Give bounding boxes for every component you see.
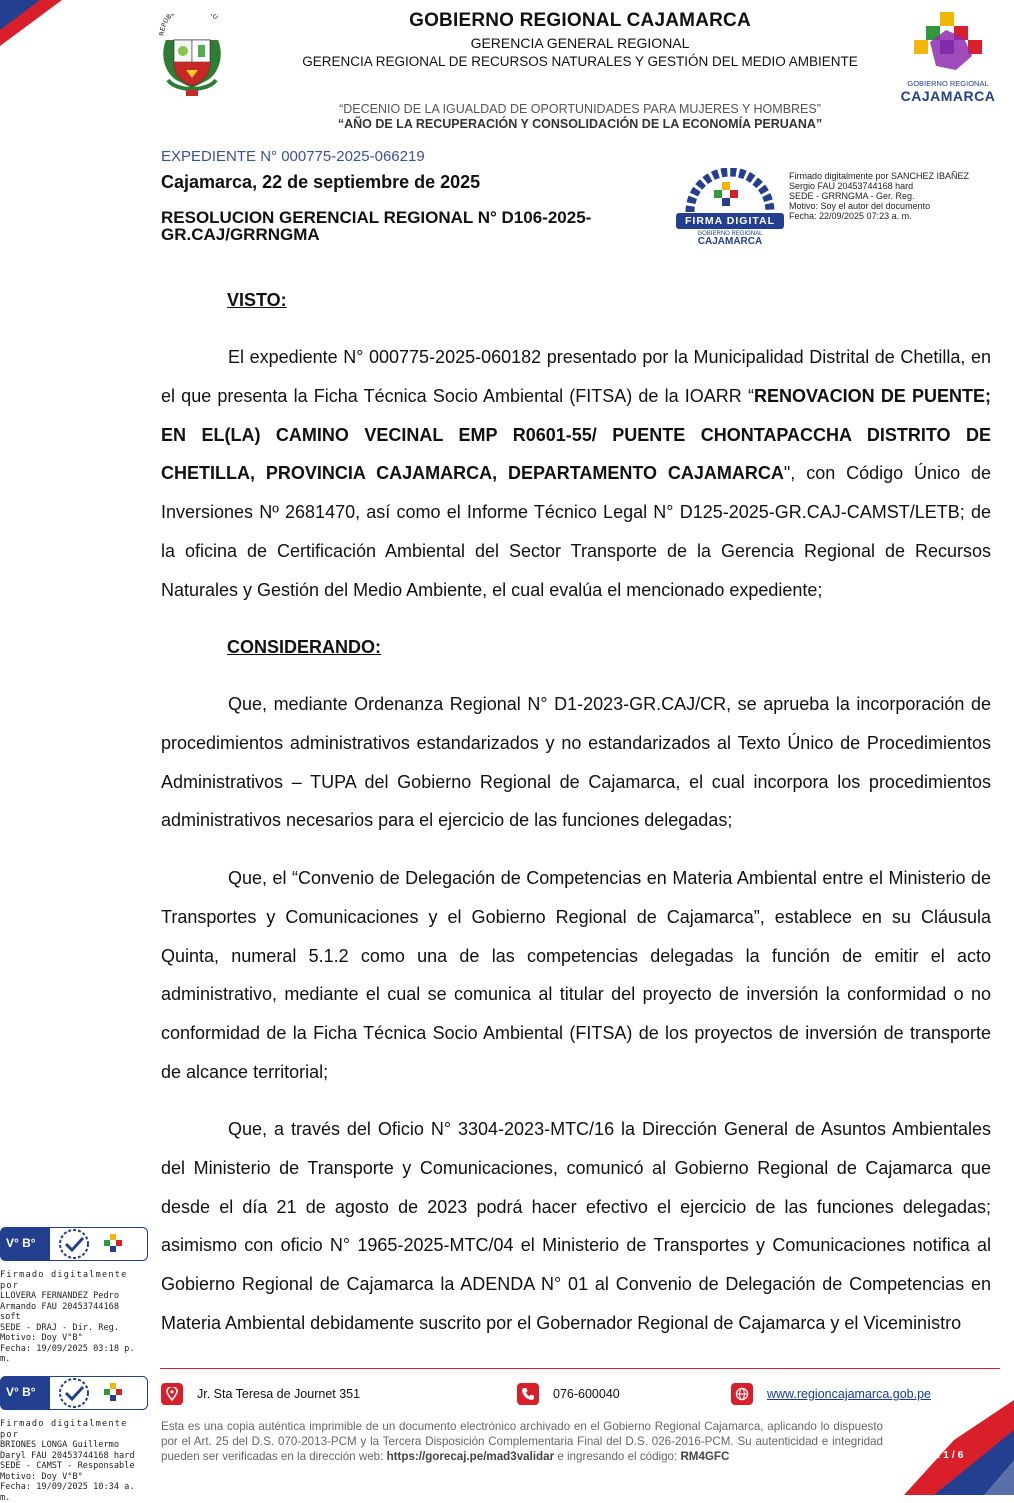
- note-text-b: e ingresando el código:: [554, 1449, 681, 1463]
- svg-text:REPÚBLICA DEL PERÚ: [158, 14, 220, 36]
- page-number: Pág. 1 / 6: [918, 1449, 964, 1461]
- firma-line: Firmado digitalmente por SANCHEZ IBAÑEZ: [789, 171, 970, 181]
- visto-paragraph: [161, 338, 991, 610]
- logo-caption-big: CAJAMARCA: [900, 88, 996, 104]
- firma-badge-big: CAJAMARCA: [697, 236, 763, 247]
- institution-subtitle-2: GERENCIA REGIONAL DE RECURSOS NATURALES Y GESTIÓN DEL MEDIO AMBIENTE: [302, 54, 858, 69]
- footer-web-link[interactable]: www.regioncajamarca.gob.pe: [767, 1387, 931, 1401]
- decenio-text: “DECENIO DE LA IGUALDAD DE OPORTUNIDADES PARA MUJERES Y HOMBRES”: [339, 102, 821, 116]
- firma-digital-badge: [676, 168, 784, 247]
- firma-digital-text: [789, 171, 969, 221]
- considerando-paragraph-1: Que, mediante Ordenanza Regional N° D1-2023-GR.CAJ/CR, se aprueba la incorporación de procedimientos administrativos estandarizados y no estandarizados al Texto Único de Procedimientos Administrativos – TUPA del Gobierno Regional de Cajamarca, el cual incorpora los procedimientos administrativos necesarios para el ejercicio de las funciones delegadas;: [161, 694, 991, 831]
- peru-coat-of-arms: [156, 14, 228, 100]
- considerando-heading: CONSIDERANDO:: [227, 637, 382, 657]
- vb-badge-label: V° B°: [6, 1385, 36, 1399]
- vb-line: LLOVERA FERNANDEZ Pedro: [0, 1291, 119, 1301]
- considerando-paragraph-2: Que, el “Convenio de Delegación de Competencias en Materia Ambiental entre el Ministerio de Transportes y Comunicaciones y el Gobierno Regional de Cajamarca”, establece en su Cláusula Quinta, numeral 5.1.2 como una de las competencias delegadas la función de emitir el acto administrativo, mediante el cual se comunica al titular del proyecto de inversión la conformidad o no conformidad de la Ficha Técnica Socio Ambiental (FITSA) de los proyectos de inversión de transporte de alcance territorial;: [161, 868, 991, 1082]
- footer-address: [161, 1383, 360, 1405]
- footer-divider: [160, 1368, 1000, 1369]
- considerando-paragraph-3: Que, a través del Oficio N° 3304-2023-MTC/16 la Dirección General de Asuntos Ambientales del Ministerio de Transporte y Comunicaciones, comunicó al Gobierno Regional de Cajamarca que desde el día 21 de agosto de 2023 podrá hacer efectivo el ejercicio de las funciones delegadas; asimismo con oficio N° 1965-2025-MTC/04 el Ministerio de Transportes y Comunicaciones notifica al Gobierno Regional de Cajamarca la ADENDA N° 01 al Convenio de Delegación de Competencias en Materia Ambiental debidamente suscrito por el Gobernador Regional de Cajamarca y el Viceministro: [161, 1119, 991, 1333]
- vb-line: Motivo: Doy V°B°: [0, 1333, 83, 1343]
- vb-stamp-2: [0, 1376, 148, 1410]
- firma-line: Sergio FAU 20453744168 hard: [789, 181, 914, 191]
- visto-text-a: El expediente N° 000775-2025-060182 presentado por la Municipalidad Distrital de Chetilla, en el que presenta la Ficha Técnica Socio Ambiental (FITSA) de la IOARR “: [161, 347, 991, 406]
- decenio-block: [280, 102, 880, 132]
- vb-line: SEDE - DRAJ - Dir. Reg.: [0, 1322, 119, 1333]
- footer-corner-decoration: [894, 1400, 1014, 1495]
- vb-line: BRIONES LONGA Guillermo: [0, 1440, 119, 1450]
- resolution-title: RESOLUCION GERENCIAL REGIONAL N° D106-2025-GR.CAJ/GRRNGMA: [161, 208, 592, 244]
- cajamarca-logo-icon: [912, 12, 984, 74]
- footer-address-text: Jr. Sta Teresa de Journet 351: [197, 1387, 361, 1401]
- institution-title: GOBIERNO REGIONAL CAJAMARCA: [409, 10, 751, 31]
- footer-authenticity-note: [161, 1420, 883, 1464]
- corner-decoration-blue: [0, 0, 40, 30]
- footer-phone-text: 076-600040: [553, 1387, 620, 1401]
- expediente-number: EXPEDIENTE N° 000775-2025-066219: [161, 148, 425, 165]
- vb-line: Daryl FAU 20453744168 hard: [0, 1450, 135, 1461]
- visto-heading: VISTO:: [227, 290, 287, 310]
- vb-stamp-1: [0, 1227, 148, 1261]
- firma-line: Motivo: Soy el autor del documento: [789, 201, 931, 211]
- vb-line: SEDE - CAMST - Responsable: [0, 1461, 135, 1471]
- firma-digital-icon: [676, 168, 784, 216]
- vb-line: Fecha: 19/09/2025 10:34 a. m.: [0, 1482, 135, 1503]
- anio-text: “AÑO DE LA RECUPERACIÓN Y CONSOLIDACIÓN DE LA ECONOMÍA PERUANA”: [337, 117, 823, 131]
- vb-line: soft: [0, 1312, 21, 1322]
- vb-line: Firmado digitalmente por: [0, 1270, 128, 1291]
- firma-line: Fecha: 22/09/2025 07:23 a. m.: [789, 211, 912, 221]
- validation-code: RM4GFC: [680, 1449, 730, 1463]
- location-pin-icon: [161, 1383, 183, 1405]
- globe-icon: [731, 1383, 753, 1405]
- header-block: [280, 10, 880, 70]
- visto-project-name: RENOVACION DE PUENTE; EN EL(LA) CAMINO VECINAL EMP R0601-55/ PUENTE CHONTAPACCHA DISTRITO DE CHETILLA, PROVINCIA CAJAMARCA, DEPARTAMENTO CAJAMARCA: [161, 385, 991, 484]
- vb-badge-label: V° B°: [6, 1236, 36, 1250]
- institution-subtitle: GERENCIA GENERAL REGIONAL: [470, 35, 690, 51]
- firma-line: SEDE - GRRNGMA - Ger. Reg.: [789, 191, 915, 201]
- gobierno-regional-logo: [896, 12, 1000, 102]
- logo-caption-small: GOBIERNO REGIONAL: [907, 79, 989, 88]
- vb-line: Firmado digitalmente por: [0, 1419, 128, 1440]
- phone-icon: [517, 1383, 539, 1405]
- visto-text-c: ", con Código Único de Inversiones Nº 2681470, así como el Informe Técnico Legal N° D125-2025-GR.CAJ-CAMST/LETB; de la oficina de Certificación Ambiental del Sector Transporte de la Gerencia Regional de Recursos Naturales y Gestión del Medio Ambiente, el cual evalúa el mencionado expediente;: [161, 463, 991, 600]
- document-date: Cajamarca, 22 de septiembre de 2025: [161, 172, 481, 192]
- vb-text-2: [0, 1419, 150, 1503]
- vb-line: Motivo: Doy V°B°: [0, 1471, 83, 1482]
- footer-phone: [517, 1383, 620, 1405]
- vb-line: Armando FAU 20453744168: [0, 1301, 119, 1312]
- escudo-caption: REPÚB Ú: [157, 14, 220, 37]
- validation-url[interactable]: https://gorecaj.pe/mad3validar: [386, 1449, 555, 1463]
- vb-line: Fecha: 19/09/2025 03:18 p. m.: [0, 1343, 135, 1364]
- note-text-a: Esta es una copia auténtica imprimible de un documento electrónico archivado en el Gobierno Regional Cajamarca, aplicando lo dispuesto por el Art. 25 del D.S. 070-2013-PCM y la Tercera Disposición Complementaria Final del D.S. 026-2016-PCM. Su autenticidad e integridad pueden ser verificadas en la dirección web:: [161, 1420, 883, 1463]
- firma-badge-small: GOBIERNO REGIONAL: [697, 231, 763, 237]
- firma-digital-label: FIRMA DIGITAL: [676, 213, 784, 229]
- vb-text-1: [0, 1270, 150, 1365]
